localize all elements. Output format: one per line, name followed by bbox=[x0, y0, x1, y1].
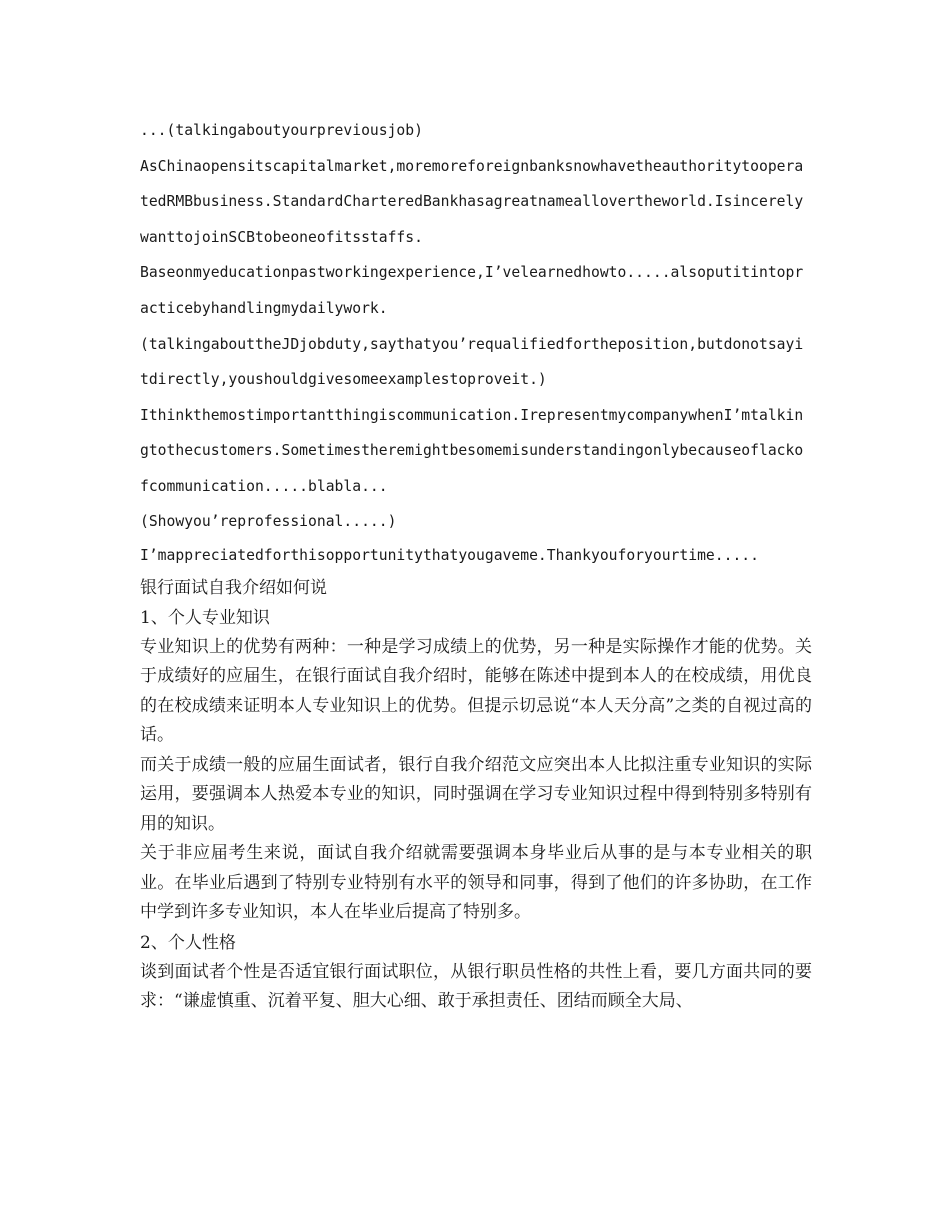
english-paragraph-2: AsChinaopensitscapitalmarket,moremoreforeignbanksnowhavetheauthoritytooperatedRMBbusiness.StandardCharteredBankhasagreatnameallovertheworld.IsincerelywanttojoinSCBtobeoneofitsstaffs. bbox=[140, 157, 804, 246]
english-paragraph-7: I’mappreciatedforthisopportunitythatyougaveme.Thankyouforyourtime..... bbox=[140, 546, 759, 564]
english-paragraph-4: (talkingabouttheJDjobduty,saythatyou’requalifiedfortheposition,butdonotsayitdirectly,youshouldgivesomeexamplestoproveit.) bbox=[140, 335, 804, 389]
chinese-title: 银行面试自我介绍如何说 bbox=[140, 577, 327, 598]
section-2-paragraph-1: 谈到面试者个性是否适宜银行面试职位，从银行职员性格的共性上看，要几方面共同的要求：“谦虚慎重、沉着平复、胆大心细、敢于承担责任、团结而顾全大局、 bbox=[140, 961, 812, 1012]
english-paragraph-5: Ithinkthemostimportantthingiscommunication.IrepresentmycompanywhenI’mtalkingtothecustomers.Sometimestheremightbesomemisunderstandingonlybecauseoflackofcommunication.....blabla... bbox=[140, 406, 804, 495]
section-1-heading: 1、个人专业知识 bbox=[140, 607, 270, 628]
section-1-paragraph-2: 而关于成绩一般的应届生面试者，银行自我介绍范文应突出本人比拟注重专业知识的实际运用，要强调本人热爱本专业的知识，同时强调在学习专业知识过程中得到特别多特别有用的知识。 bbox=[140, 754, 812, 834]
section-1-paragraph-3: 关于非应届考生来说，面试自我介绍就需要强调本身毕业后从事的是与本专业相关的职业。在毕业后遇到了特别专业特别有水平的领导和同事，得到了他们的许多协助，在工作中学到许多专业知识，本人在毕业后提高了特别多。 bbox=[140, 843, 812, 923]
english-paragraph-1: ...(talkingaboutyourpreviousjob) bbox=[140, 122, 423, 139]
document-body bbox=[140, 113, 812, 1017]
english-paragraph-3: Baseonmyeducationpastworkingexperience,I’velearnedhowto.....alsoputitintopracticebyhandlingmydailywork. bbox=[140, 264, 804, 317]
section-2-heading: 2、个人性格 bbox=[140, 932, 236, 953]
english-paragraph-6: (Showyou’reprofessional.....) bbox=[140, 512, 397, 530]
section-1-paragraph-1: 专业知识上的优势有两种：一种是学习成绩上的优势，另一种是实际操作才能的优势。关于成绩好的应届生，在银行面试自我介绍时，能够在陈述中提到本人的在校成绩，用优良的在校成绩来证明本人专业知识上的优势。但提示切忌说“本人天分高”之类的自视过高的话。 bbox=[140, 636, 812, 746]
